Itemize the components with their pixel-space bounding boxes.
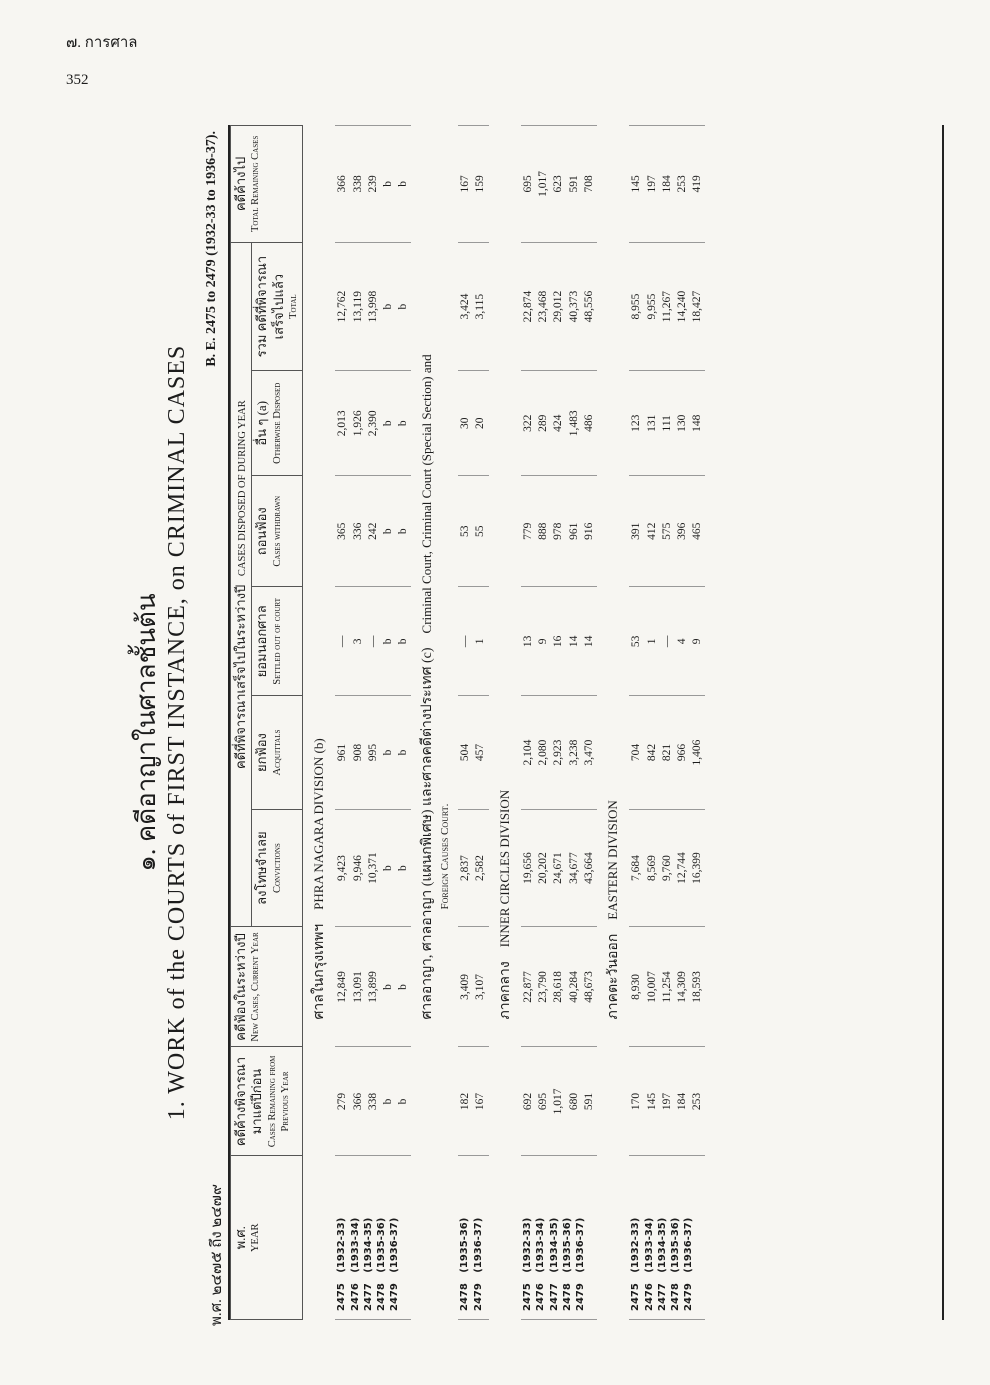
year-be: 2476 xyxy=(643,1283,655,1311)
cell-acquittals xyxy=(521,696,597,809)
value-withdrawn: b xyxy=(397,528,410,535)
value-remaining-prev: 695 xyxy=(537,1092,550,1111)
value-total-disposed: 29,012 xyxy=(552,290,565,323)
value-total-disposed: b xyxy=(381,303,394,310)
cell-acquittals xyxy=(629,696,705,809)
division-name-english: EASTERN DIVISION xyxy=(604,800,620,920)
cell-withdrawn xyxy=(521,476,597,587)
value-total-disposed: 13,119 xyxy=(351,291,364,323)
value-new-cases: 12,849 xyxy=(336,971,349,1003)
value-settled: 1 xyxy=(474,638,487,645)
value-convictions: 19,656 xyxy=(522,852,535,884)
year-be: 2478 xyxy=(670,1283,682,1311)
value-withdrawn: 465 xyxy=(691,522,704,540)
value-total-remaining: b xyxy=(381,181,394,187)
value-acquittals: b xyxy=(397,749,410,756)
value-acquittals: b xyxy=(381,749,394,756)
value-acquittals: 3,238 xyxy=(567,739,580,766)
year-be: 2476 xyxy=(535,1283,547,1311)
cell-total-disposed xyxy=(335,242,411,371)
value-new-cases: 23,790 xyxy=(537,971,550,1003)
cell-convictions xyxy=(458,809,488,927)
cell-withdrawn xyxy=(629,476,705,587)
value-new-cases: 18,593 xyxy=(691,971,704,1003)
value-otherwise: b xyxy=(397,420,410,427)
year-ce: (1936-37) xyxy=(683,1217,695,1273)
value-total-disposed: 13,998 xyxy=(366,290,379,323)
year-be: 2478 xyxy=(561,1283,573,1311)
value-remaining-prev: 197 xyxy=(660,1092,673,1111)
cell-new-cases xyxy=(521,927,597,1047)
year-value xyxy=(388,1158,401,1311)
value-new-cases: b xyxy=(381,984,394,990)
value-convictions: 10,371 xyxy=(366,852,379,884)
value-acquittals: 504 xyxy=(459,743,472,762)
cell-settled xyxy=(335,587,411,696)
cell-withdrawn xyxy=(335,476,411,587)
col-remaining-prev-header: คดีค้างพิจารณามาแต่ปีก่อน Cases Remaining from Previous Year xyxy=(231,1047,303,1156)
value-withdrawn: 575 xyxy=(660,522,673,540)
cell-convictions xyxy=(335,809,411,927)
value-total-remaining: 253 xyxy=(675,175,688,193)
cell-otherwise xyxy=(629,371,705,476)
value-total-disposed: 40,373 xyxy=(567,290,580,323)
year-value xyxy=(682,1158,695,1311)
value-total-remaining: 167 xyxy=(459,175,472,193)
division-data-row xyxy=(458,126,488,1320)
value-remaining-prev: 1,017 xyxy=(552,1088,565,1115)
value-new-cases: 14,309 xyxy=(675,971,688,1003)
cell-convictions xyxy=(521,809,597,927)
value-otherwise: 1,926 xyxy=(351,410,364,437)
value-remaining-prev: 680 xyxy=(567,1092,580,1111)
col-acquittals-header: ยกฟ้อง Acquittals xyxy=(252,696,303,809)
division-name-thai: ศาลในกรุงเทพฯ xyxy=(312,923,327,1020)
value-remaining-prev: 279 xyxy=(336,1092,349,1111)
cell-otherwise xyxy=(458,371,488,476)
year-value xyxy=(458,1158,471,1311)
page-number: 352 xyxy=(66,72,89,88)
value-new-cases: 48,673 xyxy=(582,971,595,1003)
year-ce: (1933-34) xyxy=(349,1217,361,1273)
value-otherwise: 1,483 xyxy=(567,410,580,437)
value-settled: 1 xyxy=(645,638,658,645)
value-new-cases: 13,899 xyxy=(366,971,379,1003)
year-value xyxy=(362,1158,375,1311)
year-be: 2479 xyxy=(683,1283,695,1311)
year-value xyxy=(375,1158,388,1311)
year-be: 2475 xyxy=(522,1283,534,1311)
year-value xyxy=(643,1158,656,1311)
value-convictions: 43,664 xyxy=(582,852,595,884)
year-value xyxy=(574,1158,587,1311)
col-new-cases-header: คดีฟ้องในระหว่างปี New Cases, Current Year xyxy=(231,927,303,1047)
value-remaining-prev: 591 xyxy=(582,1092,595,1111)
value-otherwise: 2,013 xyxy=(336,410,349,437)
year-ce: (1933-34) xyxy=(643,1217,655,1273)
year-value xyxy=(656,1158,669,1311)
value-remaining-prev: b xyxy=(397,1098,410,1105)
col-total-remaining-header: คดีค้างไป Total Remaining Cases xyxy=(231,126,303,243)
value-new-cases: 3,107 xyxy=(474,974,487,1000)
division-name-english: INNER CIRCLES DIVISION xyxy=(496,789,512,948)
value-new-cases: 22,877 xyxy=(522,971,535,1003)
value-otherwise: 20 xyxy=(474,417,487,430)
value-new-cases: b xyxy=(397,984,410,990)
value-total-remaining: 623 xyxy=(552,175,565,193)
value-total-remaining: 338 xyxy=(351,175,364,193)
year-value xyxy=(629,1158,642,1311)
cell-total-disposed xyxy=(458,242,488,371)
value-total-disposed: 48,556 xyxy=(582,290,595,323)
value-withdrawn: 336 xyxy=(351,522,364,540)
value-withdrawn: 242 xyxy=(366,522,379,540)
year-ce: (1934-35) xyxy=(548,1217,560,1273)
value-remaining-prev: 184 xyxy=(675,1092,688,1111)
cell-settled xyxy=(458,587,488,696)
cell-year xyxy=(629,1156,705,1320)
value-total-remaining: b xyxy=(397,181,410,187)
division-heading-row xyxy=(489,126,521,1320)
year-value xyxy=(349,1158,362,1311)
cell-total-disposed xyxy=(521,242,597,371)
year-ce: (1936-37) xyxy=(472,1217,484,1273)
table-title-thai: ๑. คดีอาญาในศาลชั้นต้น xyxy=(132,593,161,872)
col-year-header: พ.ศ. YEAR xyxy=(231,1156,303,1320)
year-ce: (1935-36) xyxy=(670,1217,682,1273)
year-ce: (1932-33) xyxy=(630,1217,642,1273)
cell-remaining-prev xyxy=(458,1047,488,1156)
criminal-cases-table xyxy=(230,125,705,1320)
cell-total-remaining xyxy=(521,126,597,243)
division-data-row xyxy=(629,126,705,1320)
value-remaining-prev: 692 xyxy=(522,1092,535,1111)
cell-settled xyxy=(521,587,597,696)
year-value xyxy=(561,1158,574,1311)
division-name-english-cont: Foreign Causes Court. xyxy=(438,803,451,910)
division-heading-row xyxy=(303,126,336,1320)
value-total-disposed: 23,468 xyxy=(537,290,550,323)
value-remaining-prev: 145 xyxy=(645,1092,658,1111)
cell-settled xyxy=(629,587,705,696)
col-disposed-group-header: คดีที่พิจารณาเสร็จไปในระหว่างปี CASES DISPOSED OF DURING YEAR xyxy=(231,242,252,927)
year-ce: (1932-33) xyxy=(336,1217,348,1273)
value-total-disposed: 22,874 xyxy=(522,290,535,323)
value-otherwise: 289 xyxy=(537,414,550,432)
cell-total-remaining xyxy=(458,126,488,243)
value-withdrawn: 916 xyxy=(582,522,595,540)
year-be: 2475 xyxy=(336,1283,348,1311)
year-value xyxy=(335,1158,348,1311)
value-total-remaining: 239 xyxy=(366,175,379,193)
value-new-cases: 11,254 xyxy=(660,971,673,1003)
value-remaining-prev: 338 xyxy=(366,1092,379,1111)
value-total-remaining: 695 xyxy=(522,175,535,193)
value-total-remaining: 184 xyxy=(660,175,673,193)
cell-withdrawn xyxy=(458,476,488,587)
value-settled: 9 xyxy=(691,638,704,645)
col-withdrawn-header: ถอนฟ้อง Cases withdrawn xyxy=(252,476,303,587)
value-otherwise: 111 xyxy=(660,415,673,432)
value-remaining-prev: b xyxy=(381,1098,394,1105)
value-acquittals: 704 xyxy=(630,743,643,762)
value-settled: 13 xyxy=(522,635,535,648)
value-new-cases: 8,930 xyxy=(630,974,643,1000)
cell-new-cases xyxy=(335,927,411,1047)
value-convictions: 20,202 xyxy=(537,852,550,884)
value-otherwise: 131 xyxy=(645,414,658,432)
value-total-remaining: 159 xyxy=(474,175,487,193)
year-be: 2475 xyxy=(630,1283,642,1311)
value-otherwise: 30 xyxy=(459,417,472,430)
division-heading xyxy=(489,126,521,1320)
year-be: 2479 xyxy=(472,1283,484,1311)
division-heading xyxy=(597,126,629,1320)
value-total-disposed: 9,955 xyxy=(645,293,658,320)
value-total-remaining: 366 xyxy=(336,175,349,193)
year-ce: (1936-37) xyxy=(574,1217,586,1273)
year-ce: (1934-35) xyxy=(656,1217,668,1273)
value-withdrawn: 55 xyxy=(474,525,487,537)
value-withdrawn: 396 xyxy=(675,522,688,540)
year-ce: (1936-37) xyxy=(389,1217,401,1273)
value-total-disposed: b xyxy=(397,303,410,310)
year-value xyxy=(521,1158,534,1311)
value-convictions: b xyxy=(381,865,394,871)
year-value xyxy=(548,1158,561,1311)
year-be: 2477 xyxy=(548,1283,560,1311)
table-body xyxy=(303,126,706,1320)
value-convictions: 8,569 xyxy=(645,855,658,882)
cell-total-remaining xyxy=(335,126,411,243)
cell-year xyxy=(458,1156,488,1320)
year-be: 2476 xyxy=(349,1283,361,1311)
value-total-remaining: 419 xyxy=(691,175,704,193)
value-convictions: b xyxy=(397,865,410,871)
year-ce: (1933-34) xyxy=(535,1217,547,1273)
cell-total-disposed xyxy=(629,242,705,371)
cell-total-remaining xyxy=(629,126,705,243)
value-acquittals: 961 xyxy=(336,743,349,762)
value-otherwise: 322 xyxy=(522,414,535,432)
rotated-table-sheet xyxy=(120,125,942,1340)
value-total-disposed: 12,762 xyxy=(336,290,349,323)
value-settled: 16 xyxy=(552,635,565,648)
division-name-thai: ภาคตะวันออก xyxy=(605,933,621,1020)
cell-year xyxy=(521,1156,597,1320)
cell-new-cases xyxy=(629,927,705,1047)
value-total-remaining: 145 xyxy=(630,175,643,193)
value-withdrawn: b xyxy=(381,528,394,535)
value-acquittals: 457 xyxy=(474,743,487,762)
cell-otherwise xyxy=(335,371,411,476)
division-name-thai: ภาคกลาง xyxy=(497,961,513,1020)
cell-remaining-prev xyxy=(629,1047,705,1156)
value-settled: — xyxy=(366,635,379,648)
value-convictions: 7,684 xyxy=(630,855,643,882)
year-be: 2479 xyxy=(389,1283,401,1311)
value-withdrawn: 888 xyxy=(537,522,550,540)
value-total-remaining: 1,017 xyxy=(537,170,550,197)
value-settled: 9 xyxy=(537,638,550,645)
value-settled: b xyxy=(381,638,394,645)
division-data-row xyxy=(521,126,597,1320)
value-new-cases: 13,091 xyxy=(351,971,364,1003)
value-withdrawn: 365 xyxy=(336,522,349,540)
value-otherwise: 130 xyxy=(675,414,688,432)
value-convictions: 12,744 xyxy=(675,852,688,884)
year-value xyxy=(669,1158,682,1311)
value-otherwise: 148 xyxy=(691,414,704,432)
year-ce: (1935-36) xyxy=(376,1217,388,1273)
table-title-english: 1. WORK of the COURTS of FIRST INSTANCE, on CRIMINAL CASES xyxy=(164,344,190,1121)
value-convictions: 16,399 xyxy=(691,852,704,884)
value-settled: 14 xyxy=(567,635,580,648)
col-settled-header: ยอมนอกศาล Settled out of court xyxy=(252,587,303,696)
table-frame xyxy=(228,125,944,1320)
col-convictions-header: ลงโทษจำเลย Convictions xyxy=(252,809,303,927)
value-convictions: 9,760 xyxy=(660,855,673,882)
year-value xyxy=(472,1158,485,1311)
year-ce: (1932-33) xyxy=(522,1217,534,1273)
value-total-disposed: 14,240 xyxy=(675,290,688,323)
value-withdrawn: 391 xyxy=(630,522,643,540)
value-remaining-prev: 167 xyxy=(474,1092,487,1111)
division-name-english: PHRA NAGARA DIVISION (b) xyxy=(311,738,326,910)
value-withdrawn: 53 xyxy=(459,525,472,537)
year-be: 2479 xyxy=(574,1283,586,1311)
chapter-label: ๗. การศาล xyxy=(66,35,138,51)
value-settled: 14 xyxy=(582,635,595,648)
division-name-english: Criminal Court, Criminal Court (Special Section) and xyxy=(419,354,435,634)
cell-convictions xyxy=(629,809,705,927)
value-remaining-prev: 170 xyxy=(630,1092,643,1111)
year-be: 2478 xyxy=(376,1283,388,1311)
value-settled: 53 xyxy=(630,635,643,648)
value-withdrawn: 779 xyxy=(522,522,535,540)
value-remaining-prev: 253 xyxy=(691,1092,704,1111)
value-otherwise: b xyxy=(381,420,394,427)
division-data-row xyxy=(335,126,411,1320)
value-total-disposed: 3,115 xyxy=(474,293,487,320)
value-convictions: 2,837 xyxy=(459,855,472,882)
value-total-remaining: 591 xyxy=(567,175,580,193)
value-acquittals: 908 xyxy=(351,743,364,762)
value-acquittals: 2,923 xyxy=(552,739,565,766)
year-value xyxy=(534,1158,547,1311)
year-ce: (1935-36) xyxy=(561,1217,573,1273)
year-ce: (1935-36) xyxy=(459,1217,471,1273)
value-total-remaining: 708 xyxy=(582,175,595,193)
col-total-disposed-header: รวม คดีที่พิจารณาเสร็จไปแล้ว Total xyxy=(252,242,303,371)
value-total-disposed: 3,424 xyxy=(459,293,472,320)
value-convictions: 34,677 xyxy=(567,852,580,884)
division-heading-row xyxy=(411,126,458,1320)
year-be: 2477 xyxy=(362,1283,374,1311)
cell-otherwise xyxy=(521,371,597,476)
col-otherwise-header: อื่น ๆ (a) Otherwise Disposed xyxy=(252,371,303,476)
value-withdrawn: 961 xyxy=(567,522,580,540)
value-convictions: 9,423 xyxy=(336,855,349,882)
year-be: 2477 xyxy=(656,1283,668,1311)
value-acquittals: 2,080 xyxy=(537,739,550,766)
value-otherwise: 2,390 xyxy=(366,410,379,437)
cell-acquittals xyxy=(335,696,411,809)
value-withdrawn: 978 xyxy=(552,522,565,540)
value-total-remaining: 197 xyxy=(645,175,658,193)
division-heading xyxy=(411,126,458,1320)
value-settled: — xyxy=(459,635,472,648)
value-total-disposed: 11,267 xyxy=(660,291,673,323)
year-range-thai: พ.ศ. ๒๔๗๕ ถึง ๒๔๗๙ xyxy=(209,1184,225,1326)
value-acquittals: 842 xyxy=(645,743,658,762)
value-acquittals: 2,104 xyxy=(522,739,535,766)
value-settled: b xyxy=(397,638,410,645)
value-acquittals: 1,406 xyxy=(691,739,704,766)
value-withdrawn: 412 xyxy=(645,522,658,540)
cell-acquittals xyxy=(458,696,488,809)
value-remaining-prev: 182 xyxy=(459,1092,472,1111)
value-convictions: 2,582 xyxy=(474,855,487,882)
value-convictions: 24,671 xyxy=(552,852,565,884)
value-otherwise: 123 xyxy=(630,414,643,432)
value-acquittals: 3,470 xyxy=(582,739,595,766)
division-name-thai: ศาลอาญา, ศาลอาญา (แผนกพิเศษ) และศาลคดีต่างประเทศ (c) xyxy=(420,647,436,1020)
cell-new-cases xyxy=(458,927,488,1047)
year-range-english: B. E. 2475 to 2479 (1932-33 to 1936-37). xyxy=(204,131,219,367)
value-settled: 3 xyxy=(351,638,364,645)
year-be: 2478 xyxy=(459,1283,471,1311)
value-new-cases: 28,618 xyxy=(552,971,565,1003)
value-new-cases: 10,007 xyxy=(645,971,658,1003)
cell-remaining-prev xyxy=(335,1047,411,1156)
cell-year xyxy=(335,1156,411,1320)
value-new-cases: 3,409 xyxy=(459,974,472,1000)
value-new-cases: 40,284 xyxy=(567,971,580,1003)
value-settled: 4 xyxy=(675,638,688,645)
year-ce: (1934-35) xyxy=(362,1217,374,1273)
value-acquittals: 821 xyxy=(660,743,673,762)
value-otherwise: 486 xyxy=(582,414,595,432)
value-settled: — xyxy=(660,635,673,648)
value-acquittals: 995 xyxy=(366,743,379,762)
value-remaining-prev: 366 xyxy=(351,1092,364,1111)
value-total-disposed: 8,955 xyxy=(630,293,643,320)
value-acquittals: 966 xyxy=(675,743,688,762)
value-total-disposed: 18,427 xyxy=(691,290,704,323)
value-settled: — xyxy=(336,635,349,648)
division-heading xyxy=(303,126,336,1320)
division-heading-row xyxy=(597,126,629,1320)
value-otherwise: 424 xyxy=(552,414,565,432)
cell-remaining-prev xyxy=(521,1047,597,1156)
value-convictions: 9,946 xyxy=(351,855,364,882)
